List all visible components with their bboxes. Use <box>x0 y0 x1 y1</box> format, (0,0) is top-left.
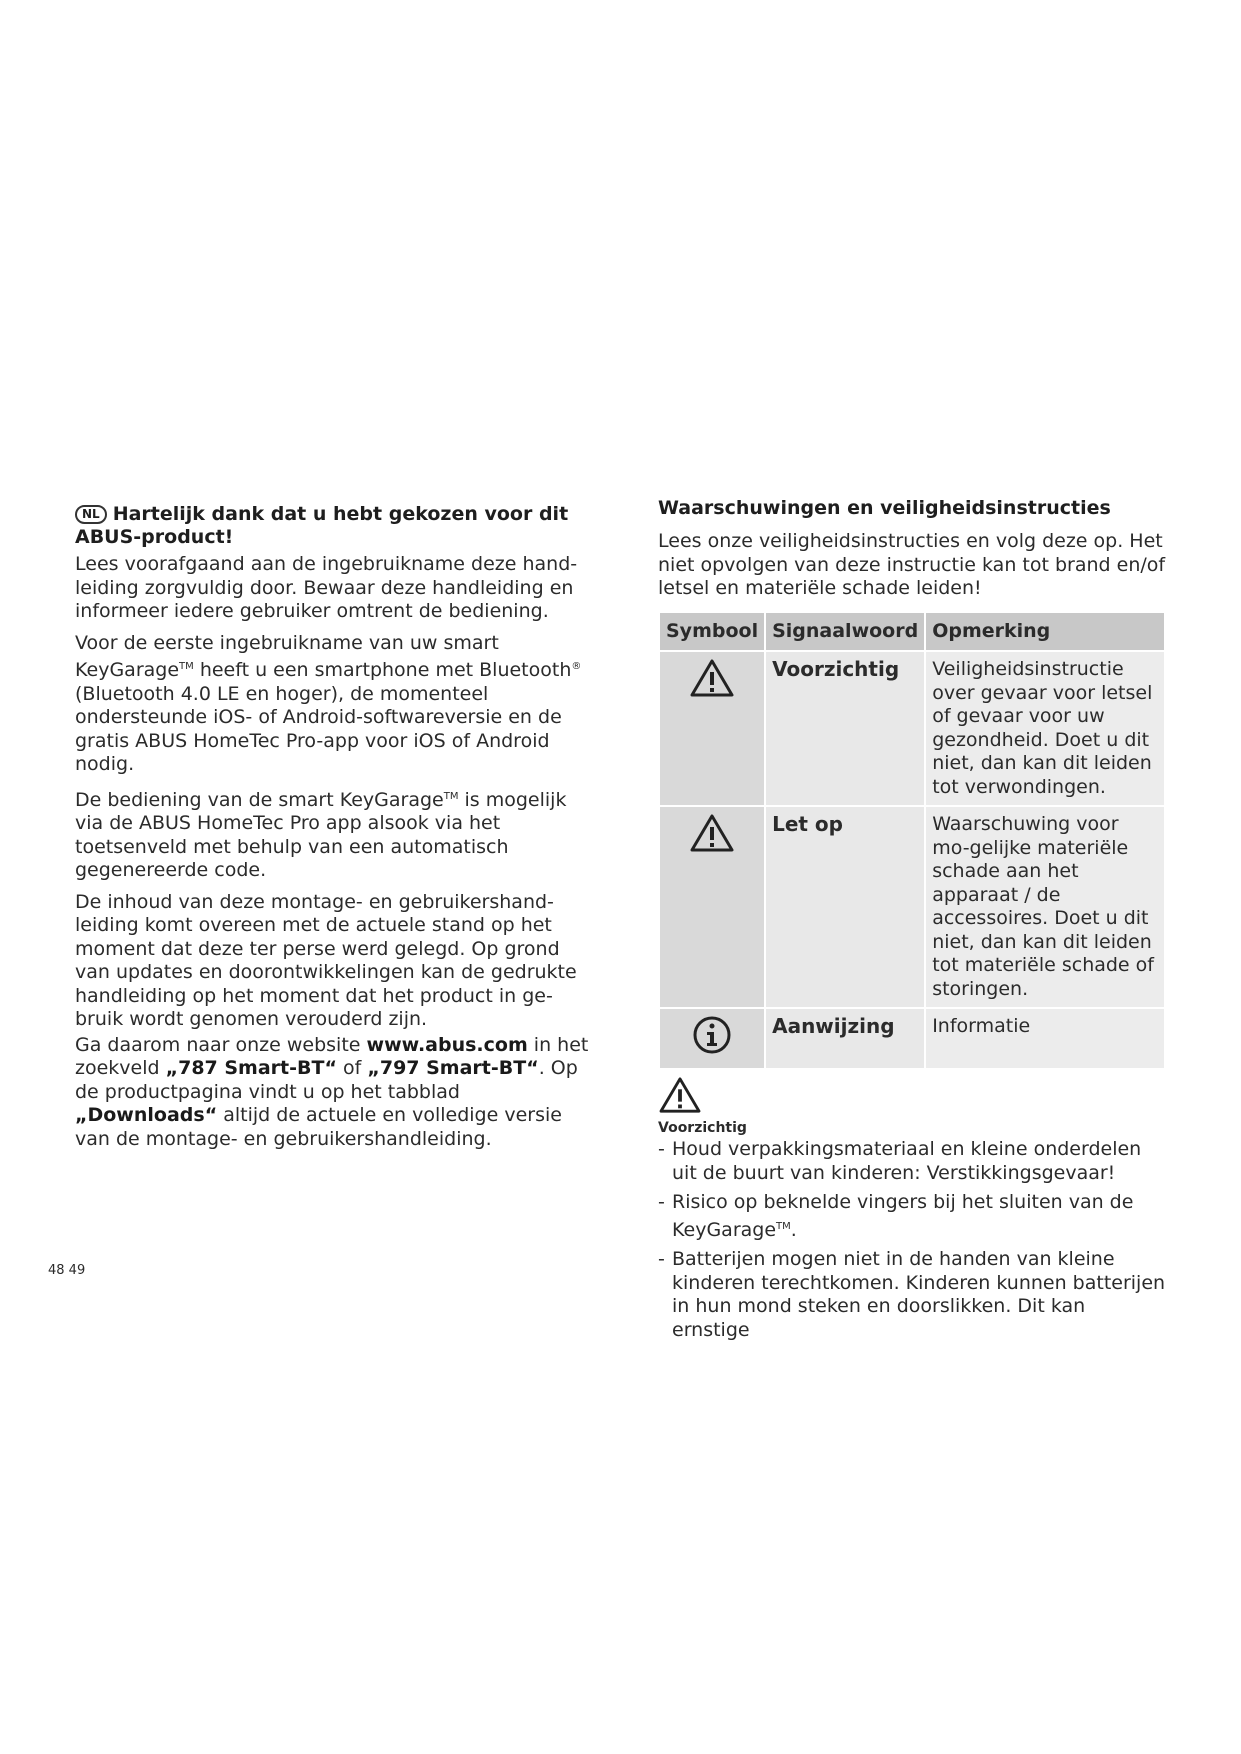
warning-triangle-icon <box>689 658 735 698</box>
requirements-paragraph: Voor de eerste ingebruikname van uw smart KeyGarage™ heeft u een smartphone met Bluetooth® (Bluetooth 4.0 LE en hoger), de momenteel ondersteunde iOS- of Android-softwareversie en de gratis ABUS HomeTec Pro-app voor iOS of Android nodig. <box>75 631 582 775</box>
website-link[interactable]: www.abus.com <box>366 1033 528 1056</box>
list-item: - Houd verpakkingsmateriaal en kleine onderdelen uit de buurt van kinderen: Verstikkingsgevaar! <box>658 1138 1168 1185</box>
nl-language-badge: NL <box>75 505 107 524</box>
table-row: Aanwijzing Informatie <box>660 1009 1164 1068</box>
caution-block <box>658 1076 1168 1343</box>
list-item: - Risico op beknelde vingers bij het sluiten van de KeyGarage™. <box>658 1191 1168 1242</box>
caution-list <box>658 1138 1168 1342</box>
table-row: Voorzichtig Veiligheidsinstructie over gevaar voor letsel of gevaar voor uw gezondheid. Doet u dit niet, dan kan dit leiden tot verwondingen. <box>660 652 1164 805</box>
intro-paragraph: Lees voorafgaand aan de ingebruikname deze hand-leiding zorgvuldig door. Bewaar deze handleiding en informeer iedere gebruiker omtrent de bediening. <box>75 553 578 622</box>
left-column <box>75 503 590 1159</box>
warning-triangle-icon <box>658 1076 702 1114</box>
operation-paragraph: De bediening van de smart KeyGarage™ is mogelijk via de ABUS HomeTec Pro app alsook via het toetsenveld met behulp van een automatisch gegenereerde code. <box>75 788 567 881</box>
info-circle-icon <box>692 1015 732 1055</box>
website-paragraph: Ga daarom naar onze website www.abus.com in het zoekveld „787 Smart-BT“ of „797 Smart-BT“. Op de productpagina vindt u op het tabblad „Downloads“ altijd de actuele en volledige versie van de montage- en gebruikershandleiding. <box>75 1033 589 1150</box>
signal-word-table <box>658 611 1166 1070</box>
warning-triangle-icon <box>689 813 735 853</box>
caution-caption: Voorzichtig <box>658 1120 747 1136</box>
list-item: - Batterijen mogen niet in de handen van kleine kinderen terechtkomen. Kinderen kunnen batterijen in hun mond steken en doorslikken. Dit kan ernstige <box>658 1248 1168 1342</box>
welcome-heading: NL Hartelijk dank dat u hebt gekozen voor dit ABUS-product! <box>75 503 569 548</box>
safety-intro: Lees onze veiligheidsinstructies en volg deze op. Het niet opvolgen van deze instructie kan tot brand en/of letsel en materiële schade leiden! <box>658 530 1166 599</box>
content-paragraph: De inhoud van deze montage- en gebruikershand-leiding komt overeen met de actuele stand op het moment dat deze ter perse werd gelegd. Op grond van updates en doorontwikkelingen kan de gedrukte handleiding op het moment dat het product in ge-bruik wordt genomen verouderd zijn. <box>75 890 577 1030</box>
table-header-row: Symbool Signaalwoord Opmerking <box>660 613 1164 651</box>
table-row: Let op Waarschuwing voor mo-gelijke materiële schade aan het apparaat / de accessoires. Doet u dit niet, dan kan dit leiden tot materiële schade of storingen. <box>660 807 1164 1007</box>
right-column <box>658 497 1168 1348</box>
safety-heading: Waarschuwingen en veiligheidsinstructies <box>658 497 1111 519</box>
page-numbers: 48 49 <box>48 1263 86 1278</box>
